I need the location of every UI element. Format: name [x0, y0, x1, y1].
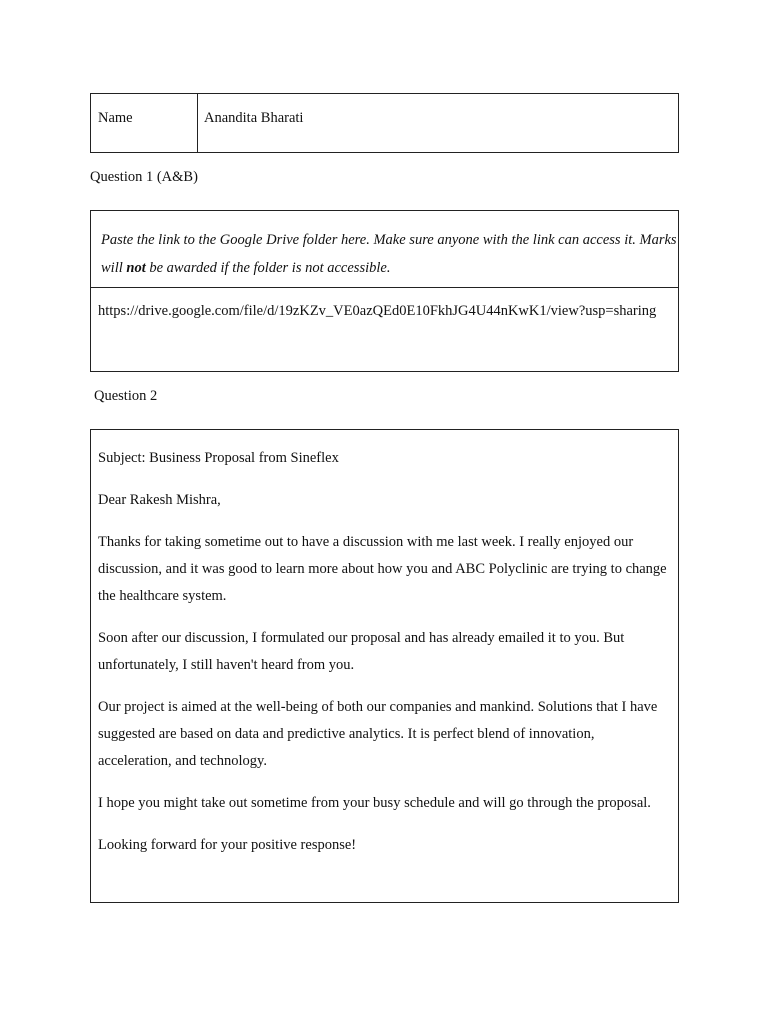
letter-salutation: Dear Rakesh Mishra,	[98, 492, 221, 508]
name-value: Anandita Bharati	[204, 110, 304, 126]
instruction-text: Paste the link to the Google Drive folder here. Make sure anyone with the link can access it. Marks will	[101, 232, 677, 276]
letter-paragraph-1: Thanks for taking sometime out to have a discussion with me last week. I really enjoyed our discussion, and it was good to learn more about how you and ABC Polyclinic are trying to change the healthcare system.	[98, 534, 667, 604]
name-label: Name	[91, 94, 198, 152]
letter-paragraph-4: I hope you might take out sometime from your busy schedule and will go through the proposal.	[98, 795, 651, 811]
letter-paragraph-2: Soon after our discussion, I formulated our proposal and has already emailed it to you. But unfortunately, I still haven't heard from you.	[98, 630, 625, 673]
letter-paragraph-3: Our project is aimed at the well-being of both our companies and mankind. Solutions that I have suggested are based on data and predictive analytics. It is perfect blend of innovation, acceleration, and technology.	[98, 699, 658, 769]
instruction-bold: not	[126, 260, 146, 276]
question1-heading: Question 1 (A&B)	[90, 169, 198, 185]
name-table	[90, 93, 679, 153]
question1-table	[90, 210, 679, 372]
instruction-text-end: be awarded if the folder is not accessible.	[145, 260, 391, 276]
question2-letter	[90, 429, 679, 903]
letter-closing: Looking forward for your positive response!	[98, 837, 357, 853]
question2-heading: Question 2	[94, 388, 158, 404]
question1-instruction	[91, 211, 678, 288]
letter-subject: Subject: Business Proposal from Sineflex	[98, 450, 339, 466]
drive-link[interactable]: https://drive.google.com/file/d/19zKZv_VE0azQEd0E10FkhJG4U44nKwK1/view?usp=sharing	[98, 303, 657, 319]
